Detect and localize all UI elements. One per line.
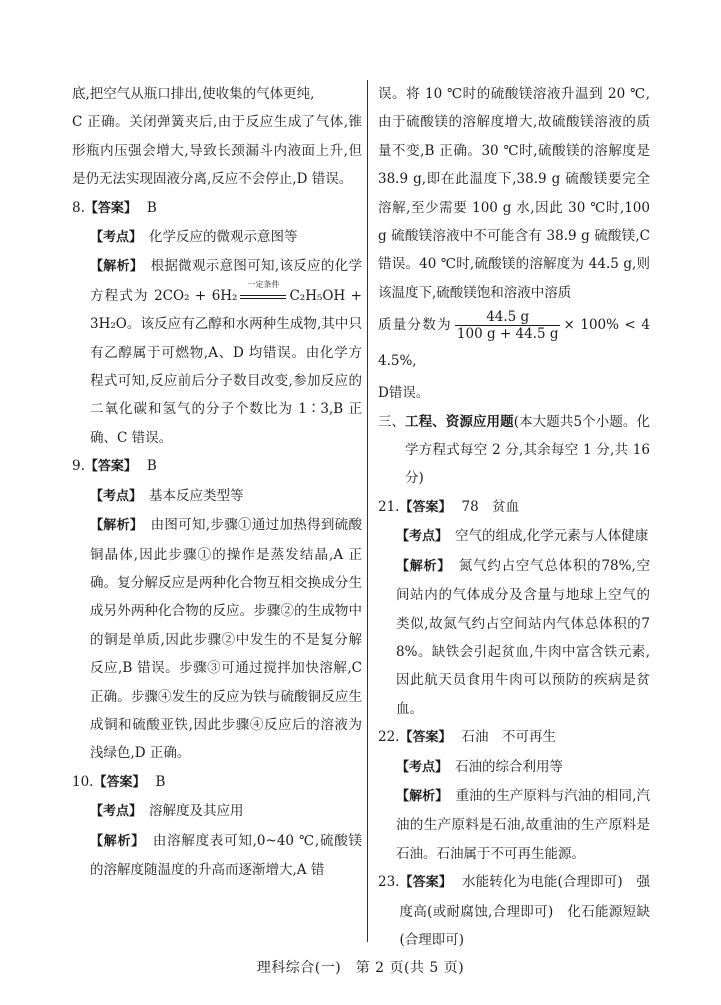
question-number: 8. bbox=[72, 199, 85, 216]
answer-tag: 【答案】 bbox=[399, 730, 452, 746]
q10-knowledge-point: 【考点】 溶解度及其应用 bbox=[90, 803, 244, 820]
section-title: 工程、资源应用题 bbox=[405, 413, 514, 430]
column-divider bbox=[367, 80, 368, 942]
left-column bbox=[72, 80, 362, 884]
question-number: 22. bbox=[378, 729, 400, 746]
mass-fraction-formula bbox=[378, 307, 650, 379]
q22-knowledge-point: 【考点】 石油的综合利用等 bbox=[396, 758, 564, 775]
q22-analysis: 【解析】 重油的生产原料与汽油的相同,汽油的生产原料是石油,故重油的生产原料是石油。石油属于不可再生能源。 bbox=[396, 787, 650, 862]
answer-value: 78 贫血 bbox=[461, 498, 520, 515]
answer-tag: 【答案】 bbox=[399, 875, 453, 891]
answer-tag: 【答案】 bbox=[84, 459, 137, 475]
fraction bbox=[455, 309, 561, 342]
q9-knowledge-point: 【考点】 基本反应类型等 bbox=[90, 487, 244, 504]
answer-value: B bbox=[155, 773, 166, 790]
section-number: 三、 bbox=[378, 413, 405, 430]
right-continuation-paragraph: 误。将 10 ℃时的硫酸镁溶液升温到 20 ℃,由于硫酸镁的溶解度增大,故硫酸镁溶液的质量不变,B 正确。30 ℃时,硫酸镁的溶解度是 38.9 g,即在此温度下,38.9 g 硫酸镁要完全溶解,至少需要 100 g 水,因此 30 ℃时,100 g 硫酸镁溶液中不可能含有 38.9 g 硫酸镁,C 错误。40 ℃时,硫酸镁的溶解度为 44.5 g,则该温度下,硫酸镁饱和溶液中溶质 bbox=[378, 86, 650, 301]
fraction-denominator: 100 g + 44.5 g bbox=[456, 326, 559, 343]
question-number: 23. bbox=[378, 874, 400, 891]
formula-prefix: 质量分数为 bbox=[378, 317, 452, 334]
q10-analysis: 【解析】 由溶解度表可知,0~40 ℃,硫酸镁的溶解度随温度的升高而逐渐增大,A 错 bbox=[90, 832, 362, 878]
question-number: 10. bbox=[72, 773, 94, 790]
formula-suffix: × 100% < 44.5%, bbox=[378, 317, 650, 370]
answer-tag: 【答案】 bbox=[399, 499, 452, 515]
answer-value: B bbox=[146, 458, 157, 475]
right-column bbox=[378, 80, 650, 954]
q8-analysis-part-1: 根据微观示意图可知,该反应的化学方程式为 2CO₂ + 6H₂ bbox=[90, 258, 362, 304]
question-10 bbox=[72, 768, 362, 797]
left-continuation-paragraph: C 正确。关闭弹簧夹后,由于反应生成了气体,锥形瓶内压强会增大,导致长颈漏斗内液面上升,但是仍无法实现固液分离,反应不会停止,D 错误。 bbox=[72, 114, 362, 188]
question-number: 21. bbox=[378, 498, 400, 515]
answer-tag: 【答案】 bbox=[84, 200, 137, 216]
q8-analysis bbox=[72, 252, 362, 452]
right-continuation-end: D错误。 bbox=[378, 385, 430, 402]
answer-value: 水能转化为电能(合理即可) 强度高(或耐腐蚀,合理即可) 化石能源短缺(合理即可) bbox=[399, 874, 650, 948]
fraction-numerator: 44.5 g bbox=[455, 309, 561, 326]
question-9 bbox=[72, 452, 362, 481]
reaction-condition-text: 一定条件 bbox=[247, 280, 280, 290]
q8-knowledge-point: 【考点】 化学反应的微观示意图等 bbox=[90, 229, 298, 246]
section-description: (本大题共5个小题。化学方程式每空 2 分,其余每空 1 分,共 16 分) bbox=[405, 413, 651, 487]
question-21 bbox=[378, 493, 650, 522]
question-22 bbox=[378, 723, 650, 752]
q21-knowledge-point: 【考点】 空气的组成,化学元素与人体健康 bbox=[396, 528, 649, 545]
answer-value: B bbox=[146, 199, 157, 216]
answer-value: 石油 不可再生 bbox=[461, 729, 556, 746]
q8-analysis-part-2: C₂H₅OH + 3H₂O。该反应有乙醇和水两种生成物,其中只有乙醇属于可燃物,A、D 均错误。由化学方程式可知,反应前后分子数目改变,参加反应的二氧化碳和氢气的分子个数比为 1∶3,B 正确、C 错误。 bbox=[90, 287, 362, 446]
reaction-condition-arrow bbox=[240, 280, 286, 303]
question-number: 9. bbox=[72, 458, 85, 475]
page-footer: 理科综合(一) 第 2 页(共 5 页) bbox=[256, 960, 465, 976]
question-23 bbox=[378, 868, 650, 954]
question-8 bbox=[72, 194, 362, 223]
analysis-tag: 【解析】 bbox=[90, 259, 137, 275]
q21-analysis: 【解析】 氮气约占空气总体积的78%,空间站内的气体成分及含量与地球上空气的类似,故氮气约占空间站内气体总体积的78%。缺铁会引起贫血,牛肉中富含铁元素,因此航天员食用牛肉可以预防的疾病是贫血。 bbox=[396, 557, 651, 717]
answer-tag: 【答案】 bbox=[93, 774, 146, 790]
left-continuation-line-1: 底,把空气从瓶口排出,使收集的气体更纯, bbox=[72, 86, 315, 102]
section-three-heading bbox=[378, 408, 650, 493]
q9-analysis: 【解析】 由图可知,步骤①通过加热得到硫酸铜晶体,因此步骤①的操作是蒸发结晶,A 正确。复分解反应是两种化合物互相交换成分生成另外两种化合物的反应。步骤②的生成物中的铜是单质,因此步骤②中发生的不是复分解反应,B 错误。步骤③可通过搅拌加快溶解,C 正确。步骤④发生的反应为铁与硫酸铜反应生成铜和硫酸亚铁,因此步骤④反应后的溶液为浅绿色,D 正确。 bbox=[90, 517, 362, 762]
